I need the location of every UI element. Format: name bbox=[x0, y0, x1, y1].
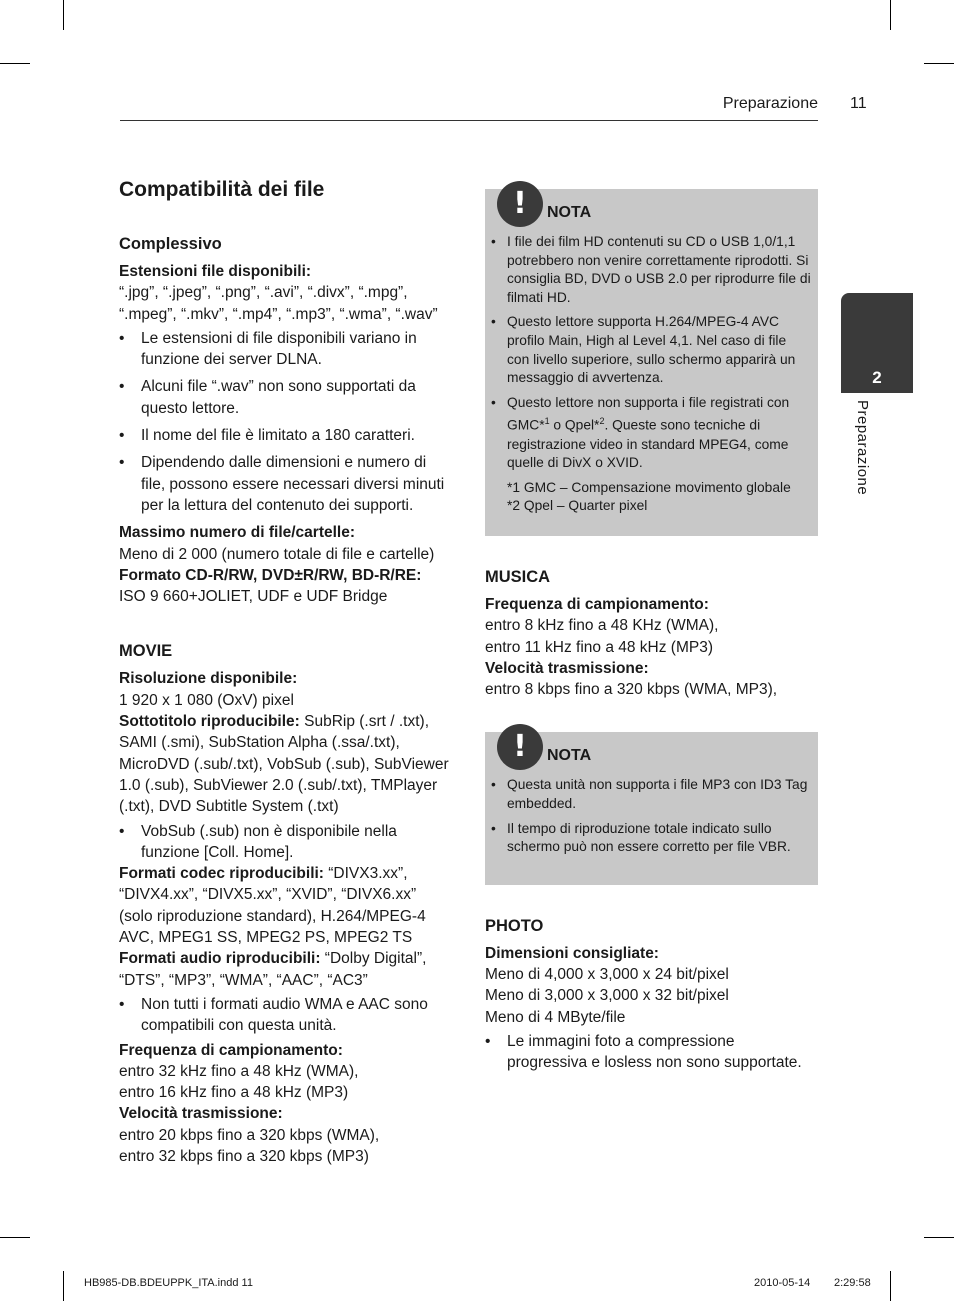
header-rule bbox=[120, 120, 818, 121]
note-header bbox=[491, 186, 812, 229]
list-item: • I file dei film HD contenuti su CD o USB 1,0/1,1 potrebbero non venire correttamente riprodotti. Si consiglia BD, DVD o USB 2.0 per riprodurre file di filmati HD. bbox=[491, 233, 812, 307]
note-header bbox=[491, 729, 812, 772]
note-text: o Qpel* bbox=[549, 417, 600, 433]
note-list bbox=[491, 776, 812, 856]
music-freq-line: entro 11 kHz fino a 48 kHz (MP3) bbox=[485, 638, 713, 656]
music-rate-label: Velocità trasmissione: bbox=[485, 659, 649, 677]
right-column bbox=[485, 186, 818, 1080]
photo-dim-line: Meno di 4 MByte/file bbox=[485, 1008, 626, 1026]
max-files-label: Massimo numero di file/cartelle: bbox=[119, 524, 356, 542]
movie-freq-line: entro 32 kHz fino a 48 kHz (WMA), bbox=[119, 1062, 359, 1080]
crop-mark bbox=[0, 63, 30, 64]
footnote-ref: 1 bbox=[544, 416, 550, 427]
codec-label: Formati codec riproducibili: bbox=[119, 865, 324, 883]
photo-list bbox=[485, 1031, 818, 1074]
footer-date: 2010-05-14 bbox=[754, 1277, 811, 1289]
footer-time: 2:29:58 bbox=[834, 1277, 871, 1289]
exclamation-icon: ! bbox=[497, 724, 543, 770]
note-text: Questo lettore non supporta i file registrati con GMC* bbox=[507, 394, 790, 433]
music-freq-line: entro 8 kHz fino a 48 KHz (WMA), bbox=[485, 617, 719, 635]
list-item bbox=[491, 394, 812, 473]
chapter-tab-label-wrap bbox=[841, 400, 881, 500]
page-number: 11 bbox=[850, 95, 867, 112]
movie-rate-label: Velocità trasmissione: bbox=[119, 1105, 283, 1123]
section-heading-movie: MOVIE bbox=[119, 642, 173, 661]
note-list bbox=[491, 233, 812, 473]
crop-mark bbox=[890, 0, 891, 30]
page-title: Compatibilità dei file bbox=[119, 178, 325, 201]
photo-dim-line: Meno di 3,000 x 3,000 x 32 bit/pixel bbox=[485, 987, 729, 1005]
codec-paragraph bbox=[119, 863, 454, 948]
crop-mark bbox=[924, 63, 954, 64]
photo-dim-label: Dimensioni consigliate: bbox=[485, 944, 659, 962]
list-item: • Questa unità non supporta i file MP3 con ID3 Tag embedded. bbox=[491, 776, 812, 813]
movie-rate-line: entro 32 kbps fino a 320 kbps (MP3) bbox=[119, 1147, 369, 1165]
movie-freq-line: entro 16 kHz fino a 48 kHz (MP3) bbox=[119, 1084, 349, 1102]
footnote-ref: 2 bbox=[599, 416, 605, 427]
resolution-label: Risoluzione disponibile: bbox=[119, 670, 298, 688]
subtitle-list bbox=[119, 821, 454, 864]
list-item: • Il tempo di riproduzione totale indicato sullo schermo può non essere corretto per file VBR. bbox=[491, 820, 812, 857]
music-rate-value: entro 8 kbps fino a 320 kbps (WMA, MP3), bbox=[485, 681, 778, 699]
section-heading-photo: PHOTO bbox=[485, 916, 544, 935]
list-item: • Le immagini foto a compressione progressiva e losless non sono supportate. bbox=[485, 1031, 818, 1074]
list-item: • Non tutti i formati audio WMA e AAC sono compatibili con questa unità. bbox=[119, 994, 454, 1037]
photo-dim-line: Meno di 4,000 x 3,000 x 24 bit/pixel bbox=[485, 966, 729, 984]
list-item: • Alcuni file “.wav” non sono supportati da questo lettore. bbox=[119, 376, 454, 419]
note-box bbox=[485, 729, 818, 884]
crop-mark bbox=[63, 0, 64, 30]
list-item: • VobSub (.sub) non è disponibile nella funzione [Coll. Home]. bbox=[119, 821, 454, 864]
disc-format-label: Formato CD-R/RW, DVD±R/RW, BD-R/RE: bbox=[119, 566, 422, 584]
note-box bbox=[485, 186, 818, 536]
running-header-section: Preparazione bbox=[722, 95, 818, 112]
crop-mark bbox=[63, 1271, 64, 1301]
movie-rate-line: entro 20 kbps fino a 320 kbps (WMA), bbox=[119, 1126, 380, 1144]
chapter-number: 2 bbox=[872, 368, 882, 387]
footnote: *2 Qpel – Quarter pixel bbox=[507, 498, 648, 514]
codec-value: “DIVX3.xx”, “DIVX4.xx”, “DIVX5.xx”, “XVID”, “DIVX6.xx” (solo riproduzione standard), H.264/MPEG-4 AVC, MPEG1 SS, MPEG2 PS, MPEG2 TS bbox=[119, 865, 426, 947]
list-item: • Questo lettore supporta H.264/MPEG-4 AVC profilo Main, High al Level 4,1. Nel caso di file con livello superiore, sullo schermo apparirà un messaggio di avvertenza. bbox=[491, 313, 812, 387]
note-title: NOTA bbox=[547, 747, 592, 765]
audio-value: “Dolby Digital”, “DTS”, “MP3”, “WMA”, “AAC”, “AC3” bbox=[119, 950, 427, 989]
audio-list bbox=[119, 994, 454, 1037]
audio-label: Formati audio riproducibili: bbox=[119, 950, 321, 968]
chapter-tab-label: Preparazione bbox=[854, 400, 871, 496]
max-files-value: Meno di 2 000 (numero totale di file e cartelle) bbox=[119, 545, 435, 563]
note-title: NOTA bbox=[547, 203, 592, 221]
footer-file: HB985-DB.BDEUPPK_ITA.indd 11 bbox=[84, 1277, 253, 1289]
subtitle-paragraph bbox=[119, 711, 454, 817]
subtitle-label: Sottotitolo riproducibile: bbox=[119, 713, 300, 731]
subtitle-value: SubRip (.srt / .txt), SAMI (.smi), SubStation Alpha (.ssa/.txt), MicroDVD (.sub/.txt), VobSub (.sub), SubViewer 1.0 (.sub), SubViewer 2.0 (.sub/.txt), TMPlayer (.txt), DVD Subtitle System (.txt) bbox=[119, 713, 449, 816]
ext-value: “.jpg”, “.jpeg”, “.png”, “.avi”, “.divx”, “.mpg”, “.mpeg”, “.mkv”, “.mp4”, “.mp3”, “.wma”, “.wav” bbox=[119, 284, 438, 323]
crop-mark bbox=[890, 1271, 891, 1301]
section-heading-complessivo: Complessivo bbox=[119, 235, 222, 253]
note-text: . Queste sono tecniche di registrazione video in standard MPEG4, come quelle di DivX o XVID. bbox=[507, 417, 789, 471]
footnote: *1 GMC – Compensazione movimento globale bbox=[507, 479, 791, 495]
list-item: • Dipendendo dalle dimensioni e numero di file, possono essere necessari diversi minuti per la lettura del contenuto dei supporti. bbox=[119, 452, 454, 516]
disc-format-value: ISO 9 660+JOLIET, UDF e UDF Bridge bbox=[119, 588, 388, 606]
crop-mark bbox=[0, 1237, 30, 1238]
left-column bbox=[119, 176, 454, 1167]
list-item: • Il nome del file è limitato a 180 caratteri. bbox=[119, 425, 454, 446]
movie-freq-label: Frequenza di campionamento: bbox=[119, 1041, 343, 1059]
ext-label: Estensioni file disponibili: bbox=[119, 263, 312, 280]
exclamation-icon: ! bbox=[497, 181, 543, 227]
music-freq-label: Frequenza di campionamento: bbox=[485, 595, 709, 613]
section-heading-musica: MUSICA bbox=[485, 567, 551, 586]
crop-mark bbox=[924, 1237, 954, 1238]
audio-paragraph bbox=[119, 948, 454, 991]
list-item: • Le estensioni di file disponibili variano in funzione dei server DLNA. bbox=[119, 328, 454, 371]
resolution-value: 1 920 x 1 080 (OxV) pixel bbox=[119, 691, 294, 709]
chapter-tab bbox=[841, 293, 913, 393]
complessivo-list bbox=[119, 328, 454, 516]
